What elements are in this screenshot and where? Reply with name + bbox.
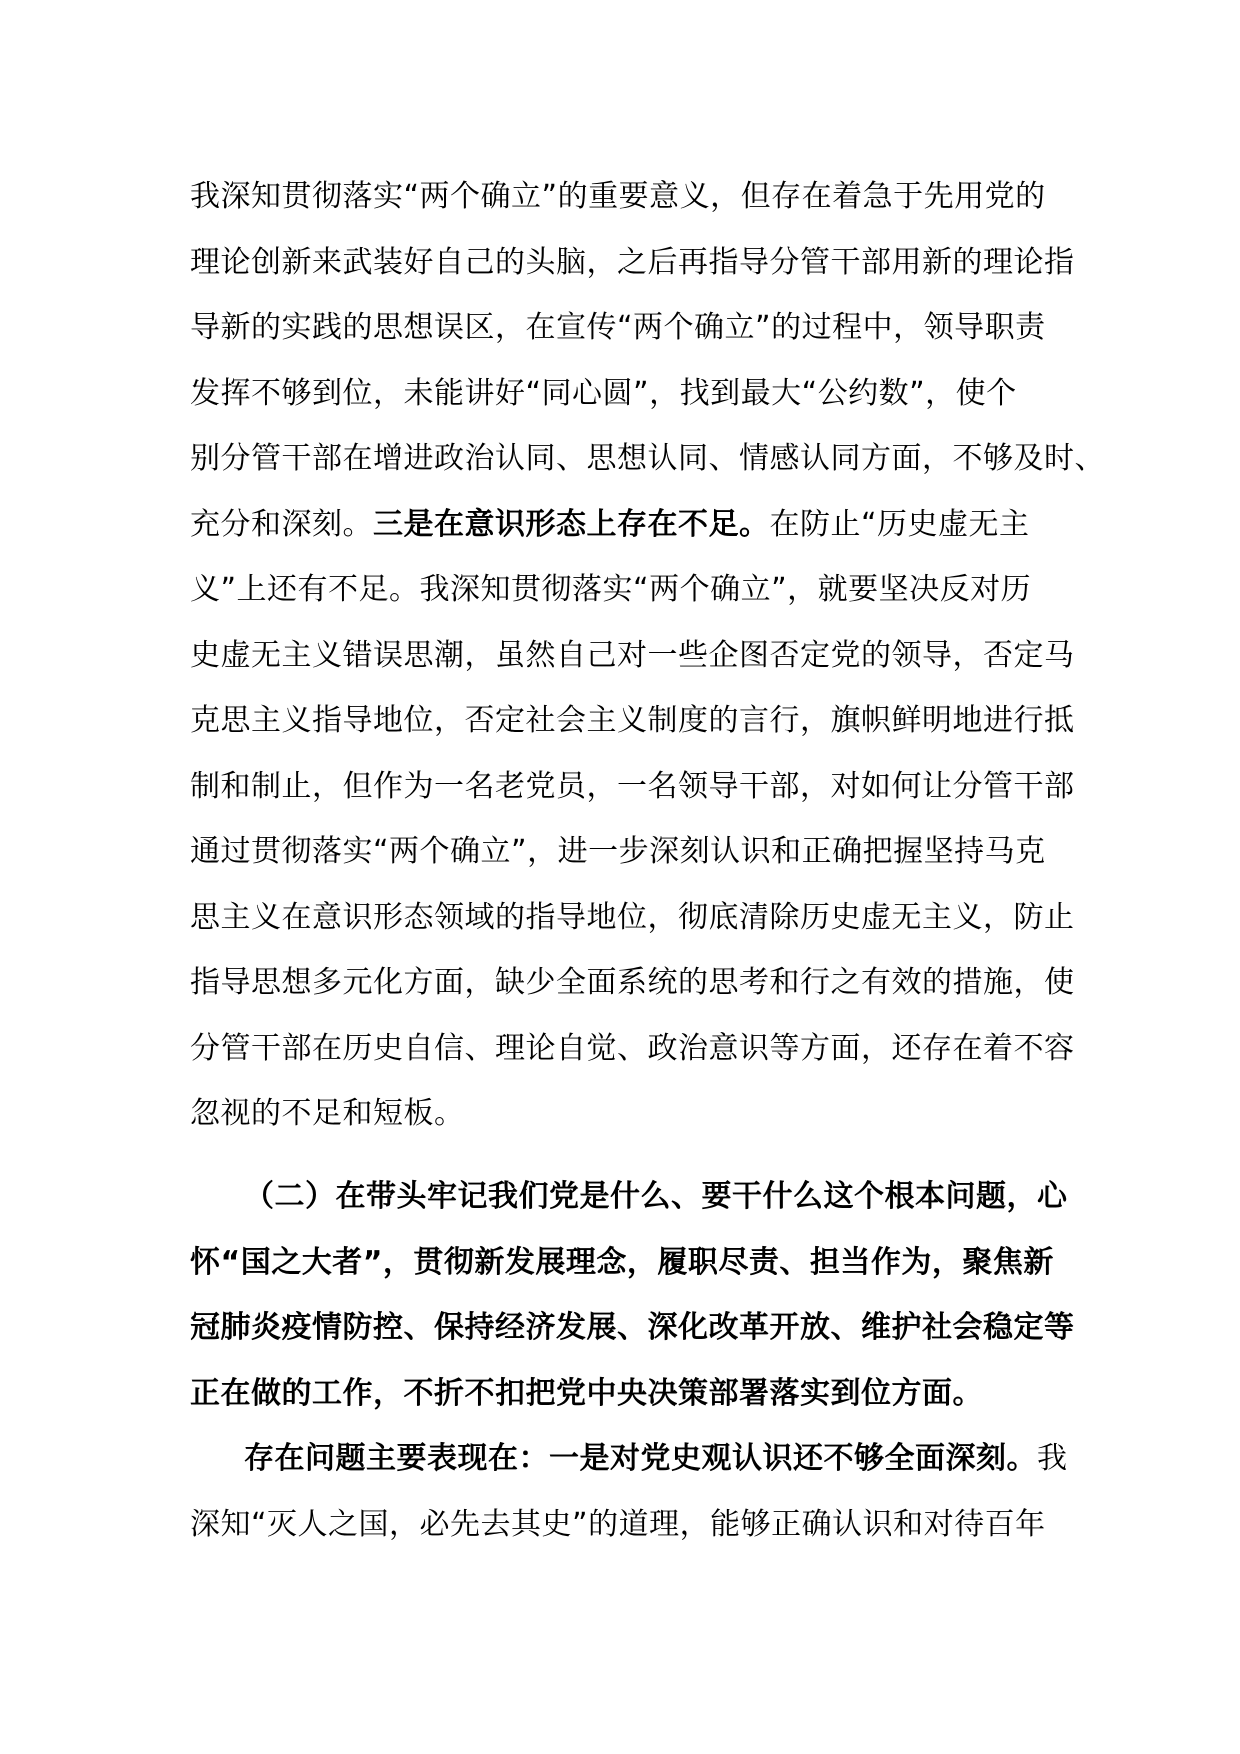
text-line: 理论创新来武装好自己的头脑，之后再指导分管干部用新的理论指 xyxy=(190,244,1075,280)
body-paragraph-2 xyxy=(190,1426,1070,1557)
text-run: 我 xyxy=(1037,1441,1068,1476)
body-paragraph-1 xyxy=(190,164,1105,1147)
text-line: 导新的实践的思想误区，在宣传“两个确立”的过程中，领导职责 xyxy=(190,310,1046,345)
heading-line: 怀“国之大者”，贯彻新发展理念，履职尽责、担当作为，聚焦新 xyxy=(190,1244,1054,1280)
text-line: 分管干部在历史自信、理论自觉、政治意识等方面，还存在着不容 xyxy=(190,1030,1075,1066)
text-run: 充分和深刻。 xyxy=(190,506,373,542)
text-line: 忽视的不足和短板。 xyxy=(190,1096,465,1131)
text-line xyxy=(190,1426,1070,1492)
text-line: 思主义在意识形态领域的指导地位，彻底清除历史虚无主义，防止 xyxy=(190,899,1075,935)
text-line: 发挥不够到位，未能讲好“同心圆”，找到最大“公约数”，使个 xyxy=(190,375,1017,411)
heading-line: 冠肺炎疫情防控、保持经济发展、深化改革开放、维护社会稳定等 xyxy=(190,1310,1075,1345)
text-line: 指导思想多元化方面，缺少全面系统的思考和行之有效的措施，使 xyxy=(190,965,1075,1000)
text-line: 通过贯彻落实“两个确立”，进一步深刻认识和正确把握坚持马克 xyxy=(190,834,1046,869)
text-line: 义”上还有不足。我深知贯彻落实“两个确立”，就要坚决反对历 xyxy=(190,572,1032,607)
text-line xyxy=(190,492,1070,558)
heading-line: 正在做的工作，不折不扣把党中央决策部署落实到位方面。 xyxy=(190,1375,983,1411)
section-heading-paragraph xyxy=(190,1164,1075,1426)
text-line: 史虚无主义错误思潮，虽然自己对一些企图否定党的领导，否定马 xyxy=(190,637,1075,673)
bold-heading-run: 三是在意识形态上存在不足。 xyxy=(373,506,770,542)
bold-heading-run: 存在问题主要表现在：一是对党史观认识还不够全面深刻。 xyxy=(244,1441,1037,1476)
text-line: 制和制止，但作为一名老党员，一名领导干部，对如何让分管干部 xyxy=(190,768,1075,804)
heading-line: （二）在带头牢记我们党是什么、要干什么这个根本问题，心 xyxy=(244,1179,1068,1214)
text-line: 深知“灭人之国，必先去其史”的道理，能够正确认识和对待百年 xyxy=(190,1506,1046,1542)
text-run: 在防止“历史虚无主 xyxy=(769,506,1030,542)
text-line: 我深知贯彻落实“两个确立”的重要意义，但存在着急于先用党的 xyxy=(190,179,1046,214)
text-line: 克思主义指导地位，否定社会主义制度的言行，旗帜鲜明地进行抵 xyxy=(190,703,1075,738)
text-line: 别分管干部在增进政治认同、思想认同、情感认同方面，不够及时、 xyxy=(190,441,1105,476)
